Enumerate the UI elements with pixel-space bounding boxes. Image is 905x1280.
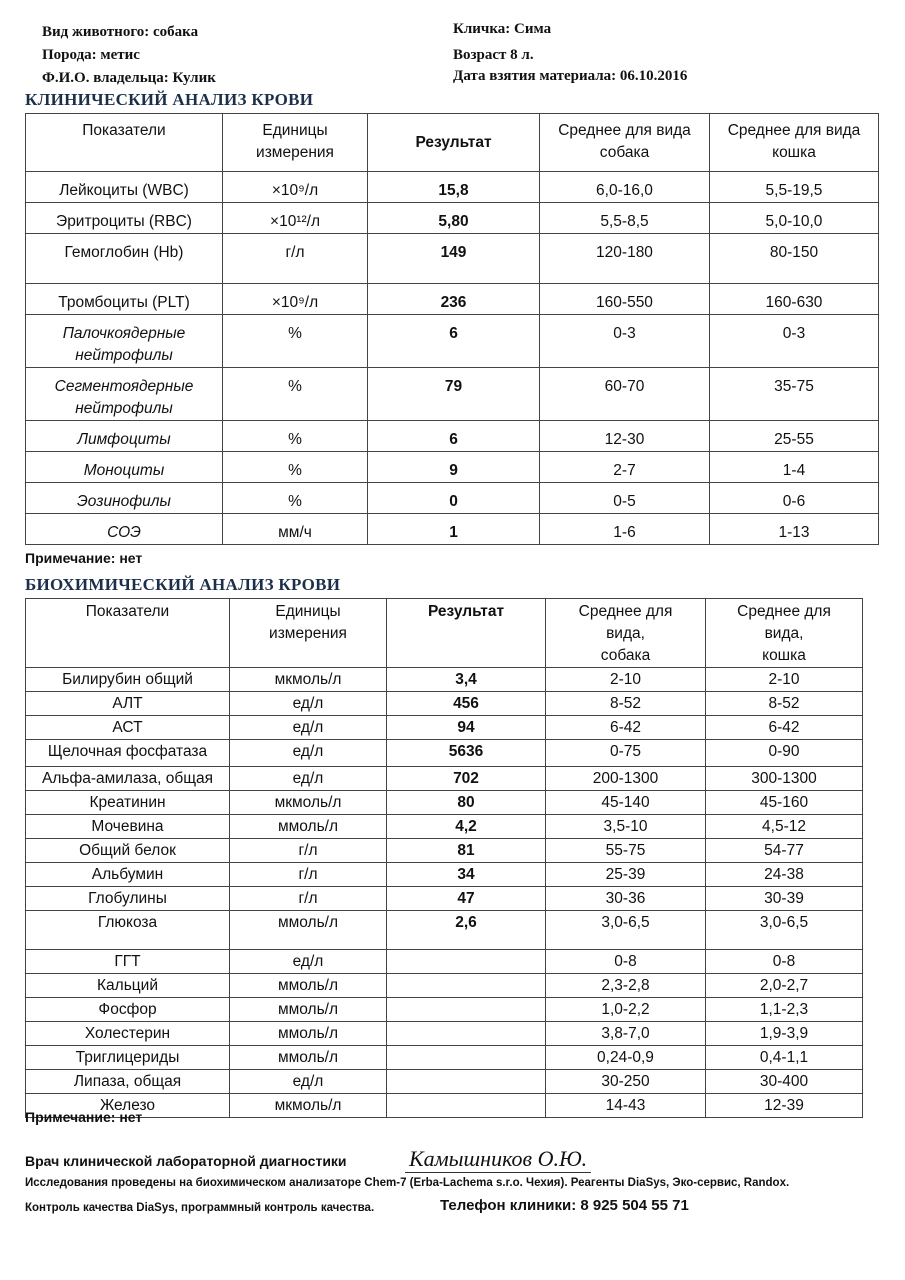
cat-range: 2-10 — [706, 668, 863, 692]
result-value: 6 — [368, 421, 540, 452]
cat-range: 35-75 — [710, 368, 879, 421]
table-row — [26, 284, 879, 315]
dog-range: 0-8 — [546, 950, 706, 974]
cat-range: 160-630 — [710, 284, 879, 315]
indicator-name: Липаза, общая — [26, 1070, 230, 1094]
unit: мкмоль/л — [230, 668, 387, 692]
indicator-name: Кальций — [26, 974, 230, 998]
indicator-name: Холестерин — [26, 1022, 230, 1046]
table-row — [26, 998, 863, 1022]
indicator-name: Щелочная фосфатаза — [26, 740, 230, 767]
table-row — [26, 863, 863, 887]
unit: ммоль/л — [230, 998, 387, 1022]
unit: % — [223, 315, 368, 368]
header-dog: Среднее для вида собака — [540, 114, 710, 172]
indicator-name: Эозинофилы — [26, 483, 223, 514]
table-row — [26, 911, 863, 950]
indicator-name: Лимфоциты — [26, 421, 223, 452]
cat-range: 30-39 — [706, 887, 863, 911]
doctor-signature: Камышников О.Ю. — [405, 1146, 591, 1173]
indicator-name: Общий белок — [26, 839, 230, 863]
dog-range: 14-43 — [546, 1094, 706, 1118]
unit: мм/ч — [223, 514, 368, 545]
dog-range: 3,8-7,0 — [546, 1022, 706, 1046]
result-value: 149 — [368, 234, 540, 284]
unit: г/л — [230, 839, 387, 863]
unit: ммоль/л — [230, 1046, 387, 1070]
indicator-name: Мочевина — [26, 815, 230, 839]
sample-date: Дата взятия материала: 06.10.2016 — [453, 68, 688, 84]
dog-range: 0-75 — [546, 740, 706, 767]
result-value: 81 — [387, 839, 546, 863]
unit: ×10⁹/л — [223, 172, 368, 203]
result-value: 15,8 — [368, 172, 540, 203]
result-value — [387, 1046, 546, 1070]
header-result: Результат — [387, 599, 546, 668]
indicator-name: Глюкоза — [26, 911, 230, 950]
table-row — [26, 887, 863, 911]
header-indicator: Показатели — [26, 114, 223, 172]
cat-range: 2,0-2,7 — [706, 974, 863, 998]
result-value: 3,4 — [387, 668, 546, 692]
table-row — [26, 668, 863, 692]
table-row — [26, 483, 879, 514]
unit: ×10¹²/л — [223, 203, 368, 234]
header-units: Единицы измерения — [223, 114, 368, 172]
pet-name: Кличка: Сима — [453, 21, 552, 37]
dog-range: 30-36 — [546, 887, 706, 911]
cat-range: 0-90 — [706, 740, 863, 767]
result-value — [387, 950, 546, 974]
unit: ммоль/л — [230, 1022, 387, 1046]
indicator-name: Альбумин — [26, 863, 230, 887]
bio-table — [25, 598, 863, 1118]
table-row — [26, 839, 863, 863]
cat-range: 5,0-10,0 — [710, 203, 879, 234]
cat-range: 12-39 — [706, 1094, 863, 1118]
unit: г/л — [230, 887, 387, 911]
cat-range: 30-400 — [706, 1070, 863, 1094]
dog-range: 2,3-2,8 — [546, 974, 706, 998]
result-value: 5,80 — [368, 203, 540, 234]
animal-type: Вид животного: собака — [42, 24, 199, 40]
indicator-name: Триглицериды — [26, 1046, 230, 1070]
table-row — [26, 514, 879, 545]
table-row — [26, 421, 879, 452]
result-value: 0 — [368, 483, 540, 514]
table-row — [26, 1070, 863, 1094]
indicator-name: Глобулины — [26, 887, 230, 911]
unit: ед/л — [230, 740, 387, 767]
dog-range: 45-140 — [546, 791, 706, 815]
result-value: 456 — [387, 692, 546, 716]
cbc-table — [25, 113, 879, 545]
dog-range: 160-550 — [540, 284, 710, 315]
analyzer-note: Исследования проведены на биохимическом анализаторе Chem-7 (Erba-Lachema s.r.o. Чехия). Реагенты DiaSys, Эко-сервис, Randox. — [25, 1177, 790, 1189]
unit: ед/л — [230, 950, 387, 974]
dog-range: 3,5-10 — [546, 815, 706, 839]
dog-range: 1,0-2,2 — [546, 998, 706, 1022]
cat-range: 0-6 — [710, 483, 879, 514]
indicator-name: СОЭ — [26, 514, 223, 545]
unit: ед/л — [230, 692, 387, 716]
cat-range: 54-77 — [706, 839, 863, 863]
indicator-name: Моноциты — [26, 452, 223, 483]
result-value: 236 — [368, 284, 540, 315]
result-value: 4,2 — [387, 815, 546, 839]
table-row — [26, 692, 863, 716]
indicator-name: Палочкоядерные нейтрофилы — [26, 315, 223, 368]
cat-range: 3,0-6,5 — [706, 911, 863, 950]
table-row — [26, 1094, 863, 1118]
result-value — [387, 1022, 546, 1046]
table-row — [26, 950, 863, 974]
indicator-name: Гемоглобин (Hb) — [26, 234, 223, 284]
cbc-note: Примечание: нет — [25, 550, 143, 566]
header-cat: Среднее для вида кошка — [710, 114, 879, 172]
indicator-name: Тромбоциты (PLT) — [26, 284, 223, 315]
dog-range: 6,0-16,0 — [540, 172, 710, 203]
dog-range: 60-70 — [540, 368, 710, 421]
table-header-row — [26, 599, 863, 668]
dog-range: 8-52 — [546, 692, 706, 716]
table-header-row — [26, 114, 879, 172]
dog-range: 0,24-0,9 — [546, 1046, 706, 1070]
table-row — [26, 1022, 863, 1046]
indicator-name: АСТ — [26, 716, 230, 740]
indicator-name: ГГТ — [26, 950, 230, 974]
table-row — [26, 791, 863, 815]
cat-range: 1-4 — [710, 452, 879, 483]
result-value — [387, 1070, 546, 1094]
header-result: Результат — [368, 114, 540, 172]
dog-range: 0-3 — [540, 315, 710, 368]
breed: Порода: метис — [42, 47, 140, 63]
dog-range: 25-39 — [546, 863, 706, 887]
unit: ед/л — [230, 767, 387, 791]
unit: % — [223, 368, 368, 421]
result-value: 80 — [387, 791, 546, 815]
doctor-label: Врач клинической лабораторной диагностики — [25, 1153, 347, 1169]
table-row — [26, 315, 879, 368]
table-row — [26, 203, 879, 234]
cat-range: 1,9-3,9 — [706, 1022, 863, 1046]
result-value: 34 — [387, 863, 546, 887]
unit: г/л — [230, 863, 387, 887]
table-row — [26, 1046, 863, 1070]
indicator-name: Креатинин — [26, 791, 230, 815]
header-cat: Среднее для вида, кошка — [706, 599, 863, 668]
cat-range: 0-8 — [706, 950, 863, 974]
cat-range: 45-160 — [706, 791, 863, 815]
cat-range: 5,5-19,5 — [710, 172, 879, 203]
dog-range: 5,5-8,5 — [540, 203, 710, 234]
quality-note: Контроль качества DiaSys, программный контроль качества. — [25, 1202, 375, 1214]
cat-range: 24-38 — [706, 863, 863, 887]
indicator-name: Эритроциты (RBC) — [26, 203, 223, 234]
table-row — [26, 974, 863, 998]
table-row — [26, 234, 879, 284]
indicator-name: Лейкоциты (WBC) — [26, 172, 223, 203]
unit: мкмоль/л — [230, 1094, 387, 1118]
cat-range: 300-1300 — [706, 767, 863, 791]
cbc-title: КЛИНИЧЕСКИЙ АНАЛИЗ КРОВИ — [25, 90, 314, 109]
dog-range: 12-30 — [540, 421, 710, 452]
cat-range: 1-13 — [710, 514, 879, 545]
indicator-name: Альфа-амилаза, общая — [26, 767, 230, 791]
header-indicator: Показатели — [26, 599, 230, 668]
result-value: 1 — [368, 514, 540, 545]
unit: г/л — [223, 234, 368, 284]
unit: ммоль/л — [230, 974, 387, 998]
result-value: 2,6 — [387, 911, 546, 950]
cat-range: 1,1-2,3 — [706, 998, 863, 1022]
dog-range: 1-6 — [540, 514, 710, 545]
unit: % — [223, 452, 368, 483]
header-units: Единицы измерения — [230, 599, 387, 668]
cat-range: 8-52 — [706, 692, 863, 716]
table-row — [26, 452, 879, 483]
result-value: 79 — [368, 368, 540, 421]
indicator-name: Билирубин общий — [26, 668, 230, 692]
cat-range: 6-42 — [706, 716, 863, 740]
dog-range: 0-5 — [540, 483, 710, 514]
unit: ммоль/л — [230, 911, 387, 950]
unit: мкмоль/л — [230, 791, 387, 815]
dog-range: 2-7 — [540, 452, 710, 483]
dog-range: 55-75 — [546, 839, 706, 863]
table-row — [26, 740, 863, 767]
result-value: 47 — [387, 887, 546, 911]
bio-note: Примечание: нет — [25, 1109, 143, 1125]
result-value: 5636 — [387, 740, 546, 767]
result-value — [387, 974, 546, 998]
result-value: 702 — [387, 767, 546, 791]
bio-title: БИОХИМИЧЕСКИЙ АНАЛИЗ КРОВИ — [25, 575, 341, 594]
table-row — [26, 172, 879, 203]
indicator-name: Фосфор — [26, 998, 230, 1022]
cat-range: 0,4-1,1 — [706, 1046, 863, 1070]
result-value — [387, 1094, 546, 1118]
owner-name: Ф.И.О. владельца: Кулик — [42, 70, 216, 86]
table-row — [26, 368, 879, 421]
table-row — [26, 767, 863, 791]
indicator-name: Железо — [26, 1094, 230, 1118]
indicator-name: АЛТ — [26, 692, 230, 716]
unit: ед/л — [230, 1070, 387, 1094]
result-value: 94 — [387, 716, 546, 740]
table-row — [26, 815, 863, 839]
dog-range: 3,0-6,5 — [546, 911, 706, 950]
cat-range: 4,5-12 — [706, 815, 863, 839]
dog-range: 120-180 — [540, 234, 710, 284]
unit: ммоль/л — [230, 815, 387, 839]
result-value — [387, 998, 546, 1022]
dog-range: 6-42 — [546, 716, 706, 740]
table-row — [26, 716, 863, 740]
result-value: 9 — [368, 452, 540, 483]
unit: ед/л — [230, 716, 387, 740]
cat-range: 0-3 — [710, 315, 879, 368]
dog-range: 2-10 — [546, 668, 706, 692]
clinic-phone: Телефон клиники: 8 925 504 55 71 — [440, 1197, 689, 1214]
header-dog: Среднее для вида, собака — [546, 599, 706, 668]
indicator-name: Сегментоядерные нейтрофилы — [26, 368, 223, 421]
unit: ×10⁹/л — [223, 284, 368, 315]
unit: % — [223, 421, 368, 452]
unit: % — [223, 483, 368, 514]
dog-range: 30-250 — [546, 1070, 706, 1094]
dog-range: 200-1300 — [546, 767, 706, 791]
result-value: 6 — [368, 315, 540, 368]
pet-age: Возраст 8 л. — [453, 47, 534, 63]
cat-range: 80-150 — [710, 234, 879, 284]
cat-range: 25-55 — [710, 421, 879, 452]
